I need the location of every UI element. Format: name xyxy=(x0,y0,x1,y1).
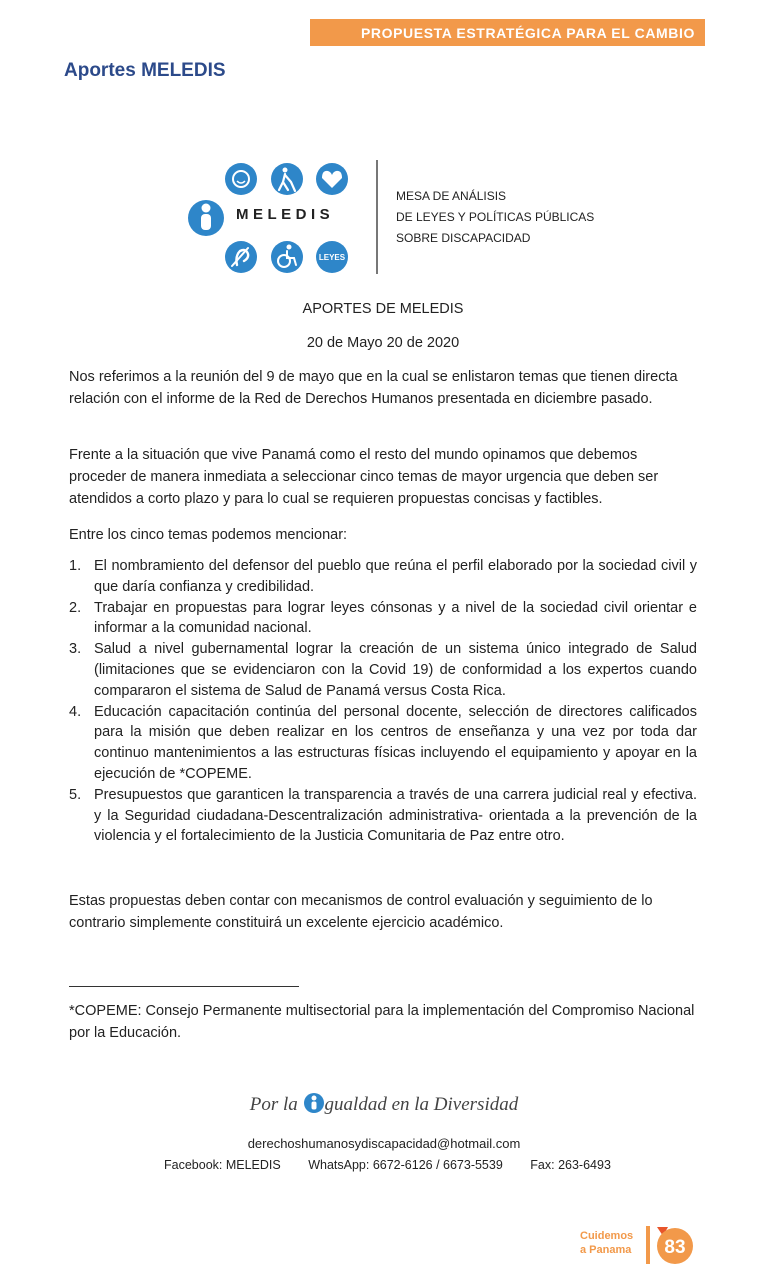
closing-paragraph: Estas propuestas deben contar con mecanismos de control evaluación y seguimiento de lo contrario simplemente constituirá un excelente ejercicio académico. xyxy=(69,893,653,931)
contact-email: derechoshumanosydiscapacidad@hotmail.com xyxy=(247,1136,521,1151)
list-text: Presupuestos que garanticen la transparencia a través de una carrera judicial real y efectiva. y la Seguridad ciudadana-Descentralización administrativa- orientada a la prevención de la violencia y el fortalecimiento de la Justicia Comunitaria de Paz entre otro. xyxy=(94,786,697,845)
logo-wordmark: MELEDIS xyxy=(236,206,335,223)
list-item xyxy=(69,785,697,847)
brand-text xyxy=(580,1229,633,1257)
list-number: 1. xyxy=(69,558,82,574)
face-icon xyxy=(225,163,257,195)
logo-divider xyxy=(376,160,378,274)
meledis-logo xyxy=(188,158,598,278)
paragraph: Frente a la situación que vive Panamá como el resto del mundo opinamos que debemos proceder de manera inmediata a seleccionar cinco temas de mayor urgencia que deben ser atendidos a corto plazo y para lo cual se requieren propuestas concisas y factibles. xyxy=(69,447,659,507)
person-icon xyxy=(304,1092,324,1120)
fax-contact: Fax: 263-6493 xyxy=(530,1158,611,1172)
footnote-rule xyxy=(69,986,299,987)
heart-hands-icon xyxy=(316,163,348,195)
contact-line xyxy=(164,1158,635,1172)
logo-caption xyxy=(396,186,594,249)
paragraph: Entre los cinco temas podemos mencionar: xyxy=(69,527,348,543)
brand-line: Cuidemos xyxy=(580,1230,634,1242)
list-item xyxy=(69,598,697,640)
logo-caption-line: SOBRE DISCAPACIDAD xyxy=(396,231,531,245)
header-banner xyxy=(310,19,705,46)
walking-cane-icon xyxy=(271,163,303,195)
list-number: 5. xyxy=(69,786,82,803)
topics-list xyxy=(69,556,697,847)
section-title: Aportes MELEDIS xyxy=(64,60,226,81)
document-title: APORTES DE MELEDIS xyxy=(302,301,464,317)
brand-logo xyxy=(580,1224,710,1268)
tagline-start: Por la xyxy=(249,1094,298,1115)
hearing-icon xyxy=(225,241,257,273)
banner-text: PROPUESTA ESTRATÉGICA PARA EL CAMBIO xyxy=(360,24,695,41)
brand-line: a Panama xyxy=(580,1244,632,1256)
list-text: Educación capacitación continúa del personal docente, selección de directores calificados para la misión que deben realizar en los centros de enseñanza y una vez por toda dar continuo mantenimientos a las estructuras físicas incluyendo el equipamiento y apoyar en la ejecución de *COPEME. xyxy=(94,703,697,782)
list-item xyxy=(69,556,697,598)
paragraph: Nos referimos a la reunión del 9 de mayo que en la cual se enlistaron temas que tienen directa relación con el informe de la Red de Derechos Humanos presentada en diciembre pasado. xyxy=(69,369,678,407)
leyes-badge-text: LEYES xyxy=(318,253,346,262)
list-item xyxy=(69,702,697,785)
brand-badge xyxy=(654,1224,694,1266)
brand-badge-number: 83 xyxy=(664,1237,686,1258)
list-number: 2. xyxy=(69,599,82,616)
facebook-contact: Facebook: MELEDIS xyxy=(164,1158,281,1172)
document-date: 20 de Mayo 20 de 2020 xyxy=(306,335,460,351)
whatsapp-contact: WhatsApp: 6672-6126 / 6673-5539 xyxy=(308,1158,503,1172)
brand-divider xyxy=(646,1226,650,1264)
logo-caption-line: DE LEYES Y POLÍTICAS PÚBLICAS xyxy=(396,210,595,224)
list-number: 3. xyxy=(69,641,82,658)
wheelchair-icon xyxy=(271,241,303,273)
tagline-end: gualdad en la Diversidad xyxy=(324,1094,519,1115)
list-number: 4. xyxy=(69,703,82,720)
footnote: *COPEME: Consejo Permanente multisectorial para la implementación del Compromiso Nacional por la Educación. xyxy=(69,1003,695,1041)
footer-tagline xyxy=(0,1092,768,1120)
list-text: Salud a nivel gubernamental lograr la creación de un sistema único integrado de Salud (limitaciones que se evidenciaron con la Covid 19) de conformidad a los expertos cuando compararon el sistema de Salud de Panamá versus Costa Rica. xyxy=(94,641,697,699)
list-text: El nombramiento del defensor del pueblo que reúna el perfil elaborado por la sociedad civil y que daría confianza y credibilidad. xyxy=(94,558,697,595)
logo-caption-line: MESA DE ANÁLISIS xyxy=(396,189,507,203)
list-item xyxy=(69,639,697,701)
person-icon xyxy=(188,200,224,236)
list-text: Trabajar en propuestas para lograr leyes cónsonas y a nivel de la sociedad civil orientar e informar a la comunidad nacional. xyxy=(94,599,697,637)
